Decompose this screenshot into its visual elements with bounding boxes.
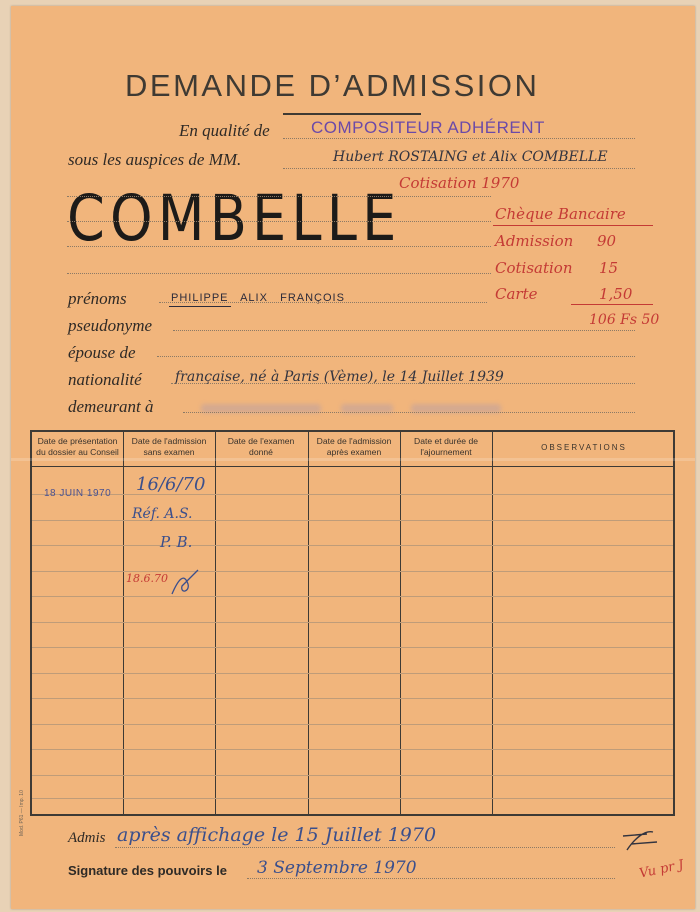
surname-line-4 [67,273,491,274]
admission-table [30,430,675,816]
demeurant-line [183,412,635,413]
admis-line [115,847,615,848]
surname: COMBELLE [67,182,402,255]
admission-fee-label: Admission [495,232,574,250]
row-line [32,520,673,521]
row-line [32,622,673,623]
cotisation-fee-value: 15 [599,259,619,277]
nationalite-label: nationalité [68,370,142,389]
auspices-value: Hubert ROSTAING et Alix COMBELLE [333,149,608,165]
row-line [32,775,673,776]
carte-fee-value: 1,50 [599,285,633,303]
initials-scribble-icon [617,824,661,856]
row-line [32,596,673,597]
total-fee: 106 Fs 50 [589,312,660,328]
qualite-label: En qualité de [179,121,270,140]
row-line [32,749,673,750]
signature-value: 3 Septembre 1970 [257,858,417,878]
prenoms-line [159,302,487,303]
column-divider [308,432,309,814]
epouse-label: épouse de [68,343,136,362]
prenom-underline [169,306,231,307]
prenoms-label: prénoms [68,289,127,308]
row-line [32,798,673,799]
presentation-date-stamp: 18 JUIN 1970 [44,488,112,499]
pseudonyme-line [173,330,635,331]
nationalite-value: française, né à Paris (Vème), le 14 Juillet 1939 [175,369,504,385]
auspices-line [283,168,635,169]
admis-label: Admis [68,830,106,846]
carte-fee-label: Carte [495,285,538,303]
qualite-line [283,138,635,139]
qualite-stamp: COMPOSITEUR ADHÉRENT [311,118,545,137]
auspices-label: sous les auspices de MM. [68,150,242,169]
row-line [32,673,673,674]
nationalite-line [171,383,635,384]
margin-print: Mod. P61 — Imp. 10 [19,790,25,836]
pseudonyme-label: pseudonyme [68,316,153,335]
signature-label: Signature des pouvoirs le [68,863,227,878]
column-divider [400,432,401,814]
red-date: 18.6.70 [126,572,168,585]
cheque-underline [493,225,653,226]
header-admission-sans-examen: Date de l'admission sans examen [131,436,207,457]
admission-note: Réf. A.S. [132,506,193,522]
admission-fee-value: 90 [597,232,617,250]
total-rule [571,304,653,305]
row-line [32,545,673,546]
epouse-line [157,356,635,357]
row-line [32,494,673,495]
prenoms-value: PHILIPPE ALIX FRANÇOIS [171,292,345,304]
surname-line-3 [67,246,491,247]
row-line [32,724,673,725]
admission-date: 16/6/70 [136,474,206,495]
column-divider [123,432,124,814]
title-underline [283,113,421,115]
surname-line-1 [67,196,491,197]
cheque-note: Chèque Bancaire [495,205,626,223]
admission-initials: P. B. [160,533,193,551]
header-presentation: Date de présentation du dossier au Conseil [36,436,119,457]
row-line [32,647,673,648]
admission-form-sheet [11,6,695,909]
red-note: Vu pr J [637,857,686,882]
demeurant-label: demeurant à [68,397,154,416]
header-ajournement: Date et durée de l'ajournement [413,436,479,457]
row-line [32,698,673,699]
column-divider [215,432,216,814]
admis-value: après affichage le 15 Juillet 1970 [117,824,437,846]
surname-line-2 [67,221,491,222]
column-divider [492,432,493,814]
cotisation-year-note: Cotisation 1970 [399,174,520,192]
paper-fold [11,458,695,461]
header-rule [32,466,673,467]
cotisation-fee-label: Cotisation [495,259,573,277]
signature-scribble-icon [168,566,202,598]
header-admission-apres-examen: Date de l'admission après examen [316,436,392,457]
header-examen: Date de l'examen donné [227,436,295,457]
form-title: DEMANDE D’ADMISSION [125,68,540,103]
signature-line [247,878,615,879]
header-observations: OBSERVATIONS [541,443,627,452]
